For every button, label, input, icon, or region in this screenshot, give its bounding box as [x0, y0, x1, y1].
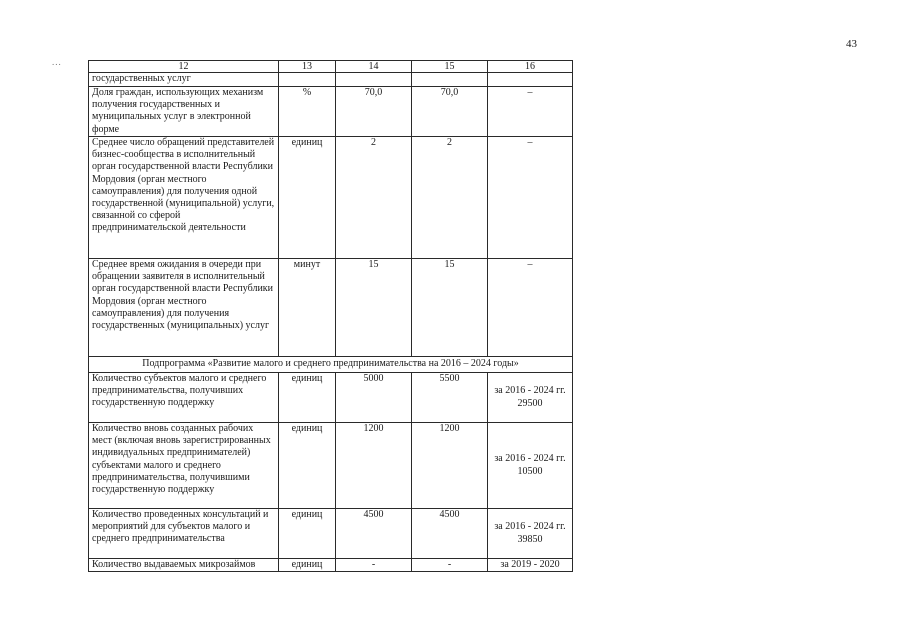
table-row	[89, 559, 573, 572]
indicator-value-14: 4500	[336, 509, 412, 559]
indicator-value-14: 15	[336, 259, 412, 357]
indicator-name: Количество субъектов малого и среднего предпринимательства, получивших государственную поддержку	[89, 373, 279, 423]
indicator-value-16: –	[488, 259, 573, 357]
page-number: 43	[846, 38, 857, 50]
table-row	[89, 373, 573, 423]
indicator-value-16: за 2016 - 2024 гг. 29500	[488, 373, 573, 423]
indicator-value-15: 1200	[412, 423, 488, 509]
indicator-name: Доля граждан, использующих механизм получения государственных и муниципальных услуг в электронной форме	[89, 87, 279, 137]
indicator-unit: единиц	[279, 373, 336, 423]
indicator-value-16: –	[488, 87, 573, 137]
scan-artifact: ...	[52, 57, 62, 67]
indicator-value-16: –	[488, 137, 573, 259]
table-row	[89, 87, 573, 137]
indicator-value-15: 5500	[412, 373, 488, 423]
indicator-value-15: -	[412, 559, 488, 572]
table-row	[89, 73, 573, 87]
subprogram-row	[89, 357, 573, 373]
indicator-value-14: -	[336, 559, 412, 572]
indicator-unit: единиц	[279, 559, 336, 572]
col-header-14: 14	[336, 61, 412, 73]
table-row	[89, 509, 573, 559]
col-header-15: 15	[412, 61, 488, 73]
indicator-value-15: 70,0	[412, 87, 488, 137]
indicator-name: Среднее время ожидания в очереди при обращении заявителя в исполнительный орган государственной власти Республики Мордовия (орган местного самоуправления) для получения государственных (муниципальных) услуг	[89, 259, 279, 357]
col-header-13: 13	[279, 61, 336, 73]
col-header-12: 12	[89, 61, 279, 73]
indicator-name: Количество выдаваемых микрозаймов	[89, 559, 279, 572]
indicator-value-15: 15	[412, 259, 488, 357]
indicator-unit: единиц	[279, 509, 336, 559]
table-row	[89, 259, 573, 357]
indicators-table	[88, 60, 573, 572]
indicator-name: Количество проведенных консультаций и мероприятий для субъектов малого и среднего предпринимательства	[89, 509, 279, 559]
indicator-value-16: за 2019 - 2020	[488, 559, 573, 572]
indicator-unit: единиц	[279, 137, 336, 259]
indicator-value-14: 70,0	[336, 87, 412, 137]
indicator-unit: единиц	[279, 423, 336, 509]
indicator-name: Среднее число обращений представителей бизнес-сообщества в исполнительный орган государственной власти Республики Мордовия (орган местного самоуправления) для получения одной государственной (муниципальной) услуги, связанной со сферой предпринимательской деятельности	[89, 137, 279, 259]
table-row	[89, 137, 573, 259]
col-header-16: 16	[488, 61, 573, 73]
indicator-value-15: 4500	[412, 509, 488, 559]
indicator-value-14: 2	[336, 137, 412, 259]
indicator-unit: минут	[279, 259, 336, 357]
header-row	[89, 61, 573, 73]
indicator-unit: %	[279, 87, 336, 137]
subprogram-title: Подпрограмма «Развитие малого и среднего предпринимательства на 2016 – 2024 годы»	[89, 357, 573, 373]
indicator-value-16: за 2016 - 2024 гг. 10500	[488, 423, 573, 509]
indicator-value-16: за 2016 - 2024 гг. 39850	[488, 509, 573, 559]
indicator-value-14: 5000	[336, 373, 412, 423]
indicator-value-15: 2	[412, 137, 488, 259]
continued-text: государственных услуг	[89, 73, 279, 87]
table-row	[89, 423, 573, 509]
indicator-name: Количество вновь созданных рабочих мест (включая вновь зарегистрированных индивидуальных предпринимателей) субъектами малого и среднего предпринимательства, получившими государственную поддержку	[89, 423, 279, 509]
indicator-value-14: 1200	[336, 423, 412, 509]
